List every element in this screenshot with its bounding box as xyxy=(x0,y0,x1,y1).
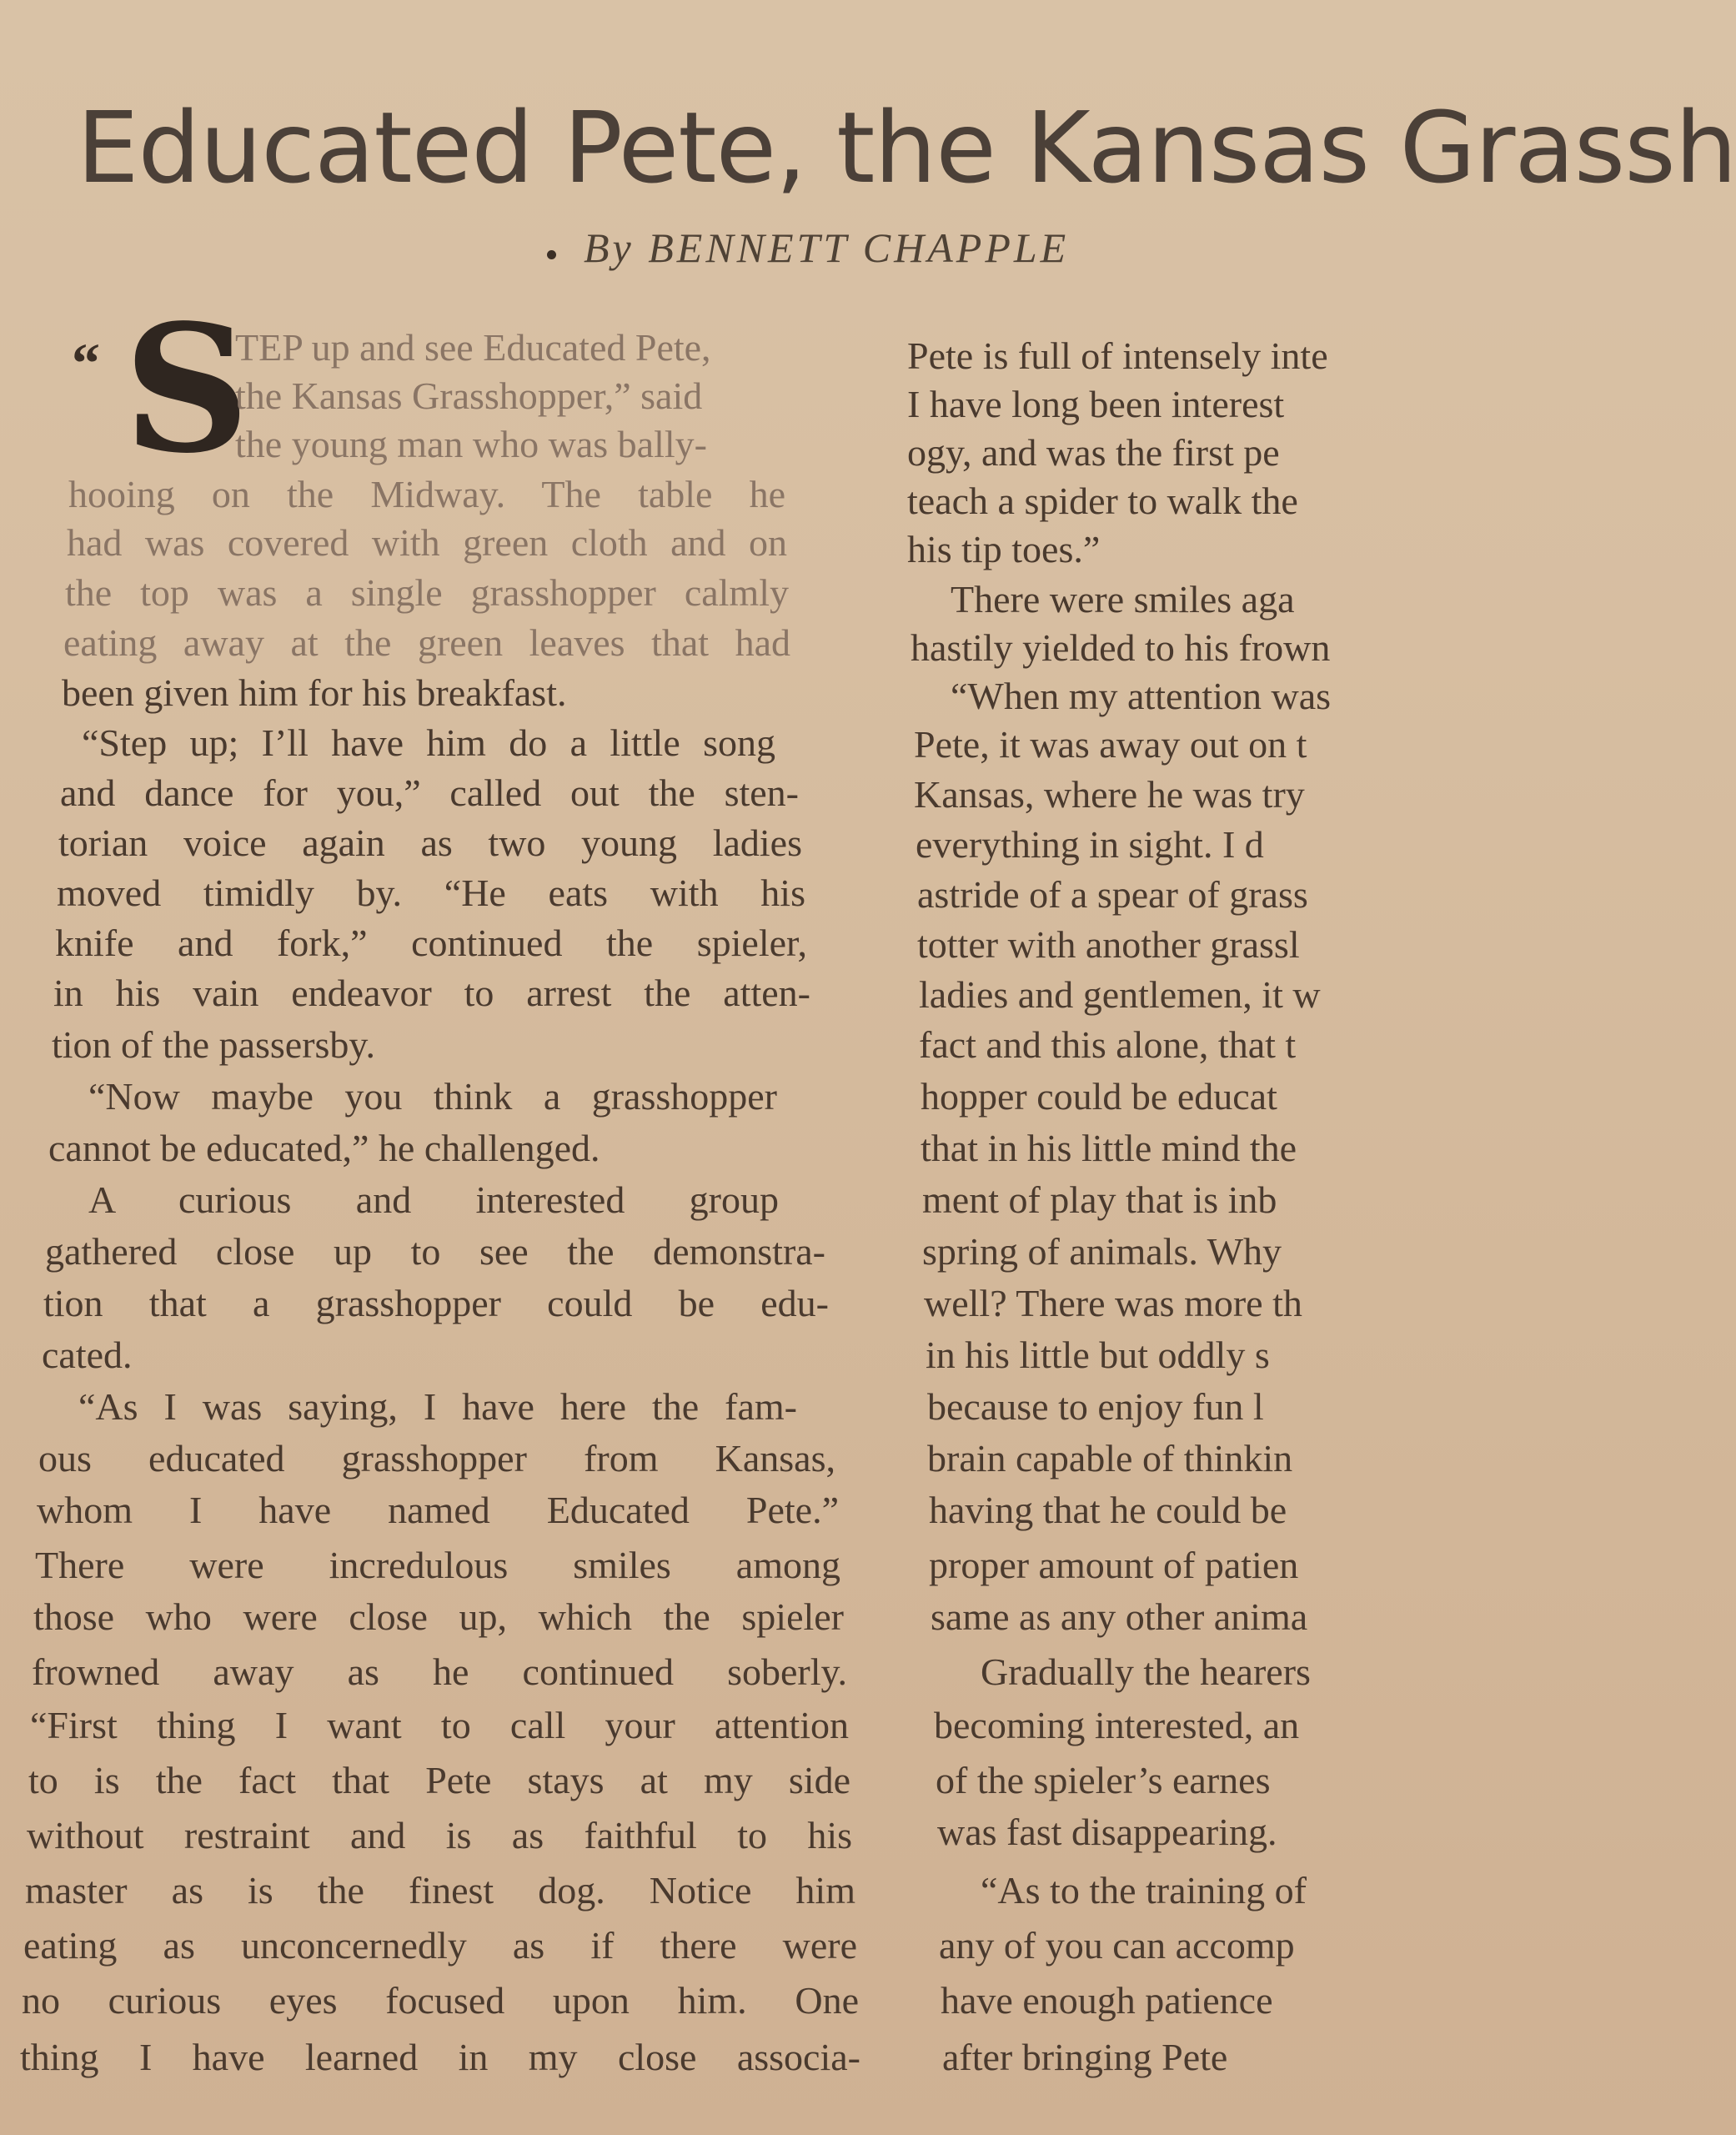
body-text-line-right: in his little but oddly s xyxy=(926,1334,1270,1376)
body-text-line: TEP up and see Educated Pete, xyxy=(235,326,711,369)
body-text-line: There were incredulous smiles among xyxy=(35,1544,840,1586)
drop-quote-mark: “ xyxy=(72,331,100,394)
body-text-line-right: ment of play that is inb xyxy=(922,1178,1277,1221)
body-text-line-right: ladies and gentlemen, it w xyxy=(919,973,1321,1016)
body-text-line-right: well? There was more th xyxy=(924,1282,1302,1324)
body-text-line: cated. xyxy=(42,1334,133,1376)
body-text-line-right: same as any other anima xyxy=(931,1595,1308,1638)
body-text-line: A curious and interested group xyxy=(88,1178,779,1221)
body-text-line: whom I have named Educated Pete.” xyxy=(37,1489,839,1531)
body-text-line-right: “As to the training of xyxy=(981,1869,1307,1911)
body-text-line: had was covered with green cloth and on xyxy=(67,521,787,564)
body-text-line-right: hastily yielded to his frown xyxy=(911,626,1331,669)
body-text-line-right: spring of animals. Why xyxy=(922,1230,1282,1273)
article-byline: By BENNETT CHAPPLE xyxy=(584,224,1070,271)
body-text-line-right: becoming interested, an xyxy=(934,1704,1300,1746)
body-text-line-right: I have long been interest xyxy=(907,383,1285,425)
body-text-line: “Step up; I’ll have him do a little song xyxy=(82,721,775,764)
body-text-line: moved timidly by. “He eats with his xyxy=(57,872,805,914)
body-text-line: “As I was saying, I have here the fam- xyxy=(78,1385,797,1428)
body-text-line-right: Gradually the hearers xyxy=(981,1650,1311,1693)
body-text-line: tion of the passersby. xyxy=(52,1023,375,1066)
body-text-line-right: ogy, and was the first pe xyxy=(907,431,1280,474)
article-title: Educated Pete, the Kansas Grassh xyxy=(77,90,1736,205)
body-text-line-right: was fast disappearing. xyxy=(937,1811,1277,1853)
body-text-line-right: teach a spider to walk the xyxy=(907,480,1298,522)
body-text-line-right: proper amount of patien xyxy=(929,1544,1299,1586)
body-text-line: gathered close up to see the demonstra- xyxy=(45,1230,825,1273)
body-text-line: cannot be educated,” he challenged. xyxy=(48,1127,600,1169)
body-text-line-right: have enough patience xyxy=(941,1979,1273,2022)
body-text-line-right: There were smiles aga xyxy=(951,578,1295,620)
body-text-line: hooing on the Midway. The table he xyxy=(68,473,785,515)
body-text-line-right: Pete, it was away out on t xyxy=(914,723,1307,766)
drop-cap-letter: S xyxy=(123,286,250,492)
body-text-line: those who were close up, which the spieler xyxy=(33,1595,844,1638)
body-text-line: in his vain endeavor to arrest the atten- xyxy=(53,972,810,1014)
body-text-line-right: “When my attention was xyxy=(951,675,1332,717)
body-text-line: thing I have learned in my close associa- xyxy=(20,2036,860,2078)
body-text-line-right: because to enjoy fun l xyxy=(927,1385,1264,1428)
body-text-line: the top was a single grasshopper calmly xyxy=(65,571,789,614)
body-text-line-right: that in his little mind the xyxy=(921,1127,1297,1169)
body-text-line: no curious eyes focused upon him. One xyxy=(22,1979,859,2022)
body-text-line: tion that a grasshopper could be edu- xyxy=(43,1282,829,1324)
body-text-line-right: Pete is full of intensely inte xyxy=(907,334,1328,377)
body-text-line: “Now maybe you think a grasshopper xyxy=(88,1075,777,1118)
body-text-line: and dance for you,” called out the sten- xyxy=(60,771,799,814)
body-text-line-right: his tip toes.” xyxy=(907,528,1101,570)
body-text-line-right: astride of a spear of grass xyxy=(917,873,1308,916)
body-text-line-right: Kansas, where he was try xyxy=(914,773,1305,816)
body-text-line-right: hopper could be educat xyxy=(921,1075,1277,1118)
body-text-line: master as is the finest dog. Notice him xyxy=(25,1869,855,1911)
body-text-line: the Kansas Grasshopper,” said xyxy=(235,374,703,417)
body-text-line: knife and fork,” continued the spieler, xyxy=(55,922,807,964)
body-text-line-right: after bringing Pete xyxy=(942,2036,1228,2078)
body-text-line: the young man who was bally- xyxy=(235,423,707,465)
body-text-line: without restraint and is as faithful to his xyxy=(27,1814,852,1856)
byline-dot xyxy=(547,250,556,259)
body-text-line: been given him for his breakfast. xyxy=(62,671,567,714)
body-text-line: to is the fact that Pete stays at my side xyxy=(28,1759,850,1801)
body-text-line: frowned away as he continued soberly. xyxy=(32,1650,847,1693)
body-text-line: torian voice again as two young ladies xyxy=(58,821,802,864)
body-text-line: eating away at the green leaves that had xyxy=(63,621,790,664)
body-text-line-right: having that he could be xyxy=(929,1489,1287,1531)
body-text-line-right: brain capable of thinkin xyxy=(927,1437,1293,1479)
body-text-line-right: fact and this alone, that t xyxy=(919,1023,1297,1066)
body-text-line-right: everything in sight. I d xyxy=(916,823,1264,866)
body-text-line: “First thing I want to call your attention xyxy=(30,1704,849,1746)
body-text-line: eating as unconcernedly as if there were xyxy=(23,1924,857,1967)
body-text-line-right: totter with another grassl xyxy=(917,923,1300,966)
body-text-line-right: any of you can accomp xyxy=(939,1924,1295,1967)
body-text-line-right: of the spieler’s earnes xyxy=(936,1759,1271,1801)
body-text-line: ous educated grasshopper from Kansas, xyxy=(38,1437,835,1479)
